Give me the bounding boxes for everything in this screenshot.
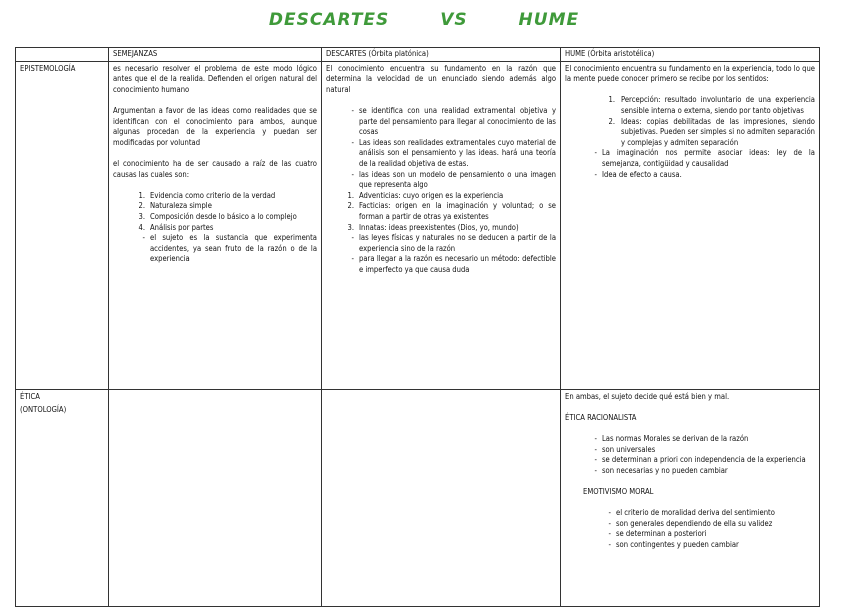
list-item: 3. Composición desde lo básico a lo complejo [138, 211, 297, 221]
hume-numbered-list [565, 95, 815, 148]
list-item: - se determinan a priori con independencia de la experiencia [594, 455, 806, 465]
list-item: - La imaginación nos permite asociar ideas: ley de la semejanza, contigüidad y causalidad [594, 148, 815, 168]
list-item: - son universales [594, 444, 656, 454]
semejanzas-causes-list [113, 191, 317, 265]
semejanzas-paragraph-1: es necesario resolver el problema de este modo lógico antes que el de la realida. Defienden el origen natural del conocimiento humano [113, 63, 317, 94]
row-epistemologia [16, 61, 820, 389]
list-item: 4. Análisis por partes [138, 222, 214, 232]
list-item: - las leyes físicas y naturales no se deducen a partir de la experiencia sino de la razón [351, 233, 556, 253]
list-item: - Idea de efecto a causa. [594, 169, 682, 179]
cell-descartes-epistemologia [322, 61, 561, 389]
row-label-epistemologia: EPISTEMOLOGÍA [16, 61, 109, 389]
list-item: - son generales dependiendo de ella su validez [608, 518, 773, 528]
list-item: - el criterio de moralidad deriva del sentimiento [608, 508, 775, 518]
header-empty-cell [16, 48, 109, 62]
list-item: - Las ideas son realidades extramentales cuyo material de análisis son el pensamiento y las ideas. hará una teoría de la realidad objetiva de estas. [351, 137, 556, 168]
title-vs: VS [440, 10, 468, 30]
list-item: - son necesarias y no pueden cambiar [594, 465, 728, 475]
emotivismo-list [565, 508, 815, 550]
semejanzas-paragraph-2: Argumentan a favor de las ideas como realidades que se identifican con el conocimiento para ambos, aunque algunas procedan de la experiencia y puedan ser modificadas por voluntad [113, 105, 317, 147]
header-descartes: DESCARTES (Órbita platónica) [322, 48, 561, 62]
header-semejanzas: SEMEJANZAS [109, 48, 322, 62]
descartes-paragraph-1: El conocimiento encuentra su fundamento en la razón que determina la velocidad de un enunciado siendo además algo natural [326, 63, 556, 94]
list-item: 1. Percepción: resultado involuntario de una experiencia sensible interna o externa, siendo por tanto objetivas [608, 95, 815, 115]
hume-dash-list [565, 148, 815, 180]
cell-hume-epistemologia [561, 61, 820, 389]
row-label-etica-line1: ÉTICA [20, 391, 40, 401]
comparison-table [15, 47, 820, 607]
etica-heading-racionalista: ÉTICA RACIONALISTA [565, 412, 637, 422]
row-etica [16, 389, 820, 606]
list-item: - las ideas son un modelo de pensamiento o una imagen que representa algo [351, 169, 556, 190]
list-item: - son contingentes y pueden cambiar [608, 539, 739, 549]
list-item: 2. Ideas: copias debilitadas de las impresiones, siendo subjetivas. Pueden ser simples si no admiten separación y complejas y admiten separación [608, 116, 815, 147]
list-item: - se determinan a posteriori [608, 529, 707, 539]
etica-intro: En ambas, el sujeto decide qué está bien y mal. [565, 391, 730, 401]
list-item: 1. Adventicias: cuyo origen es la experiencia [347, 190, 504, 200]
list-item: - para llegar a la razón es necesario un método: defectible e imperfecto ya que causa duda [351, 254, 556, 274]
semejanzas-paragraph-3: el conocimiento ha de ser causado a raíz de las cuatro causas las cuales son: [113, 158, 317, 179]
list-item: - Las normas Morales se derivan de la razón [594, 433, 749, 443]
cell-semejanzas-etica [109, 389, 322, 606]
row-label-etica-line2: (ONTOLOGÍA) [20, 405, 67, 415]
header-row [16, 48, 820, 62]
list-item: 3. Innatas: ideas preexistentes (Dios, yo, mundo) [347, 222, 519, 232]
list-item: - se identifica con una realidad extramental objetiva y parte del pensamiento para llegar al conocimiento de las cosas [351, 105, 556, 137]
list-item: - el sujeto es la sustancia que experimenta accidentes, ya sean fruto de la razón o de la experiencia [142, 233, 317, 264]
etica-heading-emotivismo: EMOTIVISMO MORAL [583, 486, 654, 496]
descartes-list [326, 106, 556, 276]
cell-descartes-etica [322, 389, 561, 606]
list-item: 2. Naturaleza simple [138, 201, 212, 211]
hume-paragraph-1: El conocimiento encuentra su fundamento en la experiencia, todo lo que la mente puede conocer primero se recibe por los sentidos: [565, 63, 815, 84]
header-hume: HUME (Órbita aristotélica) [561, 48, 820, 62]
row-label-etica [16, 389, 109, 606]
cell-semejanzas-epistemologia [109, 61, 322, 389]
list-item: 1. Evidencia como criterio de la verdad [138, 190, 276, 200]
list-item: 2. Facticias: origen en la imaginación y voluntad; o se forman a partir de otras ya existentes [347, 201, 556, 221]
racionalista-list [583, 434, 815, 476]
cell-hume-etica [561, 389, 820, 606]
page-title [0, 10, 848, 30]
title-right: HUME [518, 10, 580, 30]
title-left: DESCARTES [268, 10, 390, 30]
